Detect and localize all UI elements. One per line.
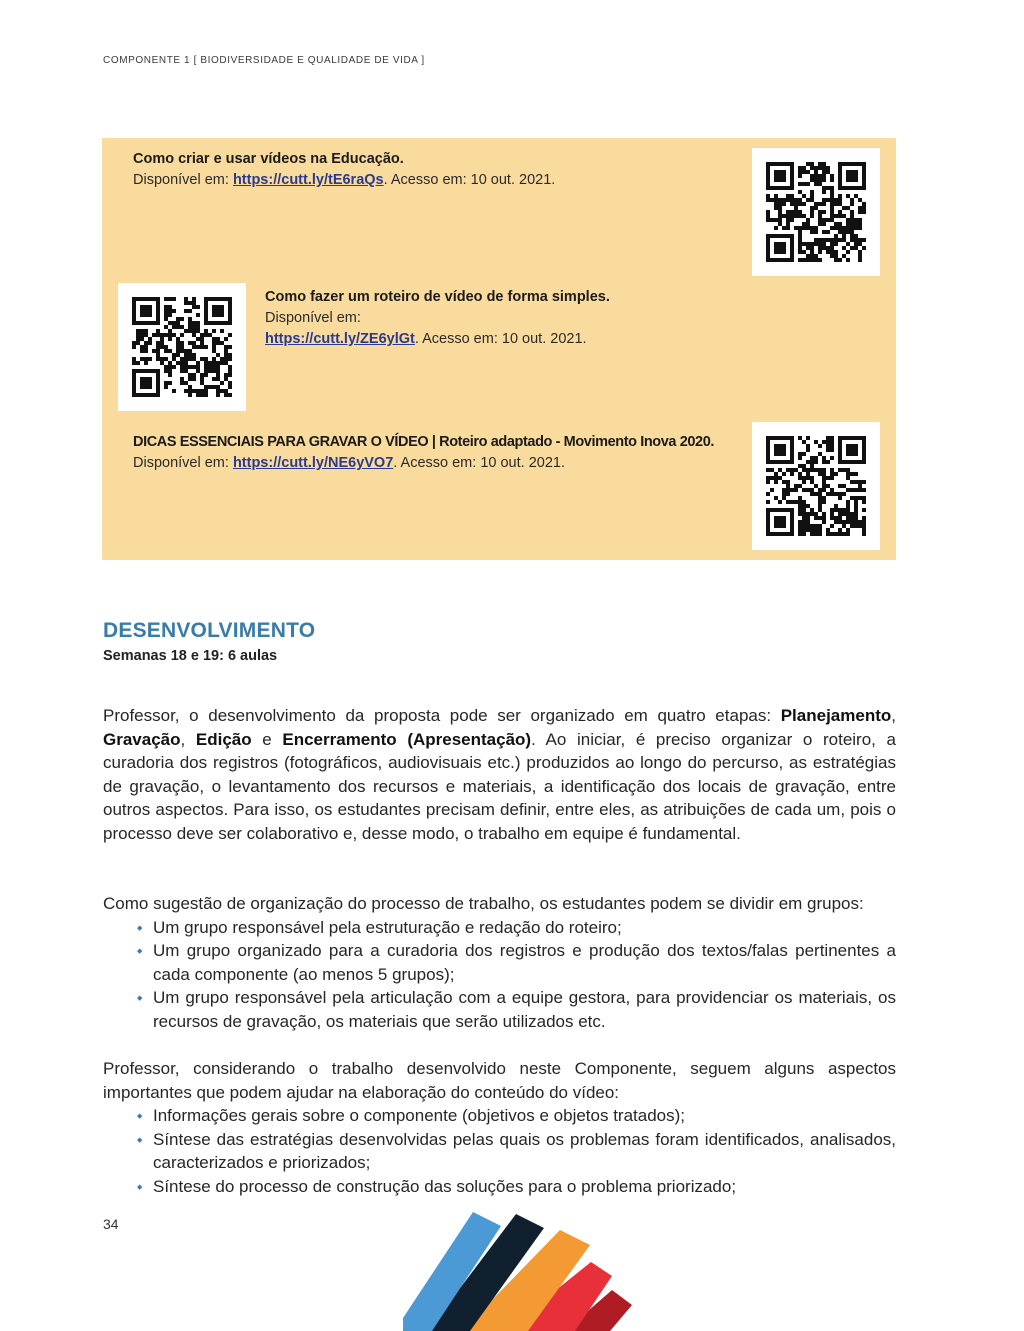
text-run: Professor, o desenvolvimento da proposta pode ser organizado em quatro etapas: xyxy=(103,706,781,725)
paragraph-stages xyxy=(103,704,896,846)
reference-2 xyxy=(265,287,610,350)
groups-list xyxy=(135,916,896,1034)
stage-recording: Gravação xyxy=(103,729,181,749)
paragraph-aspects xyxy=(103,1057,896,1199)
stripe-darkred xyxy=(565,1290,632,1331)
available-label: Disponível em: xyxy=(133,455,233,471)
reference-link[interactable]: https://cutt.ly/tE6raQs xyxy=(232,172,384,188)
available-label: Disponível em: xyxy=(265,310,361,326)
qr-code-icon xyxy=(766,436,866,536)
text-run: e xyxy=(251,729,283,749)
text-run: , xyxy=(891,706,896,725)
list-item: ◆ Um grupo responsável pela articulação com a equipe gestora, para providenciar os materiais, os recursos de gravação, os materiais que serão utilizados etc. xyxy=(135,986,896,1033)
access-date: . Acesso em: 10 out. 2021. xyxy=(393,455,565,471)
available-label: Disponível em: xyxy=(133,172,233,188)
qr-code-2 xyxy=(118,283,246,411)
text-run: , xyxy=(180,729,196,749)
qr-code-icon xyxy=(132,297,232,397)
qr-code-3 xyxy=(752,422,880,550)
reference-title: Como criar e usar vídeos na Educação. xyxy=(133,151,404,167)
aspects-list xyxy=(135,1104,896,1198)
stripe-red xyxy=(505,1262,612,1331)
stage-editing: Edição xyxy=(195,729,252,749)
qr-code-icon xyxy=(766,162,866,262)
list-item: ◆ Um grupo organizado para a curadoria dos registros e produção dos textos/falas pertinentes a cada componente (ao menos 5 grupos); xyxy=(135,939,896,986)
running-header: COMPONENTE 1 [ BIODIVERSIDADE E QUALIDADE DE VIDA ] xyxy=(103,55,425,66)
list-item: ◆ Um grupo responsável pela estruturação e redação do roteiro; xyxy=(135,916,896,940)
access-date: . Acesso em: 10 out. 2021. xyxy=(414,331,587,347)
list-item: ◆ Informações gerais sobre o componente (objetivos e objetos tratados); xyxy=(135,1104,896,1128)
list-item: ◆ Síntese do processo de construção das soluções para o problema priorizado; xyxy=(135,1175,896,1199)
references-box xyxy=(102,138,896,560)
stripe-orange xyxy=(462,1230,590,1331)
reference-link[interactable]: https://cutt.ly/ZE6ylGt xyxy=(265,331,415,347)
reference-link[interactable]: https://cutt.ly/NE6yVO7 xyxy=(232,455,394,471)
access-date: . Acesso em: 10 out. 2021. xyxy=(383,172,556,188)
text-run: . Ao iniciar, é preciso organizar o roteiro, a curadoria dos registros (fotográficos, audiovisuais etc.) produzidos ao longo do percurso, as estratégias de gravação, o levantamento dos recursos e materiais, a identificação dos locais de gravação, entre outros aspectos. Para isso, os estudantes precisam definir, entre eles, as atribuições de cada um, pois o processo deve ser colaborativo e, desse modo, o trabalho em equipe é fundamental. xyxy=(103,729,896,843)
reference-3 xyxy=(133,432,714,474)
qr-code-1 xyxy=(752,148,880,276)
reference-title: DICAS ESSENCIAIS PARA GRAVAR O VÍDEO | Roteiro adaptado - Movimento Inova 2020. xyxy=(133,434,715,450)
stage-closing: Encerramento (Apresentação) xyxy=(282,729,532,749)
list-item: ◆ Síntese das estratégias desenvolvidas pelas quais os problemas foram identificados, analisados, caracterizados e priorizados; xyxy=(135,1128,896,1175)
stripe-blue xyxy=(403,1212,501,1331)
page-number: 34 xyxy=(103,1216,119,1232)
paragraph-intro: Como sugestão de organização do processo de trabalho, os estudantes podem se dividir em grupos: xyxy=(103,894,864,913)
section-subtitle: Semanas 18 e 19: 6 aulas xyxy=(103,648,278,664)
paragraph-groups xyxy=(103,892,896,1034)
reference-title: Como fazer um roteiro de vídeo de forma simples. xyxy=(265,289,610,305)
paragraph-intro: Professor, considerando o trabalho desenvolvido neste Componente, seguem alguns aspectos importantes que podem ajudar na elaboração do conteúdo do vídeo: xyxy=(103,1059,896,1102)
stage-planning: Planejamento xyxy=(780,706,892,725)
reference-1 xyxy=(133,149,555,191)
section-title: DESENVOLVIMENTO xyxy=(103,619,316,642)
stripe-navy xyxy=(430,1214,544,1331)
